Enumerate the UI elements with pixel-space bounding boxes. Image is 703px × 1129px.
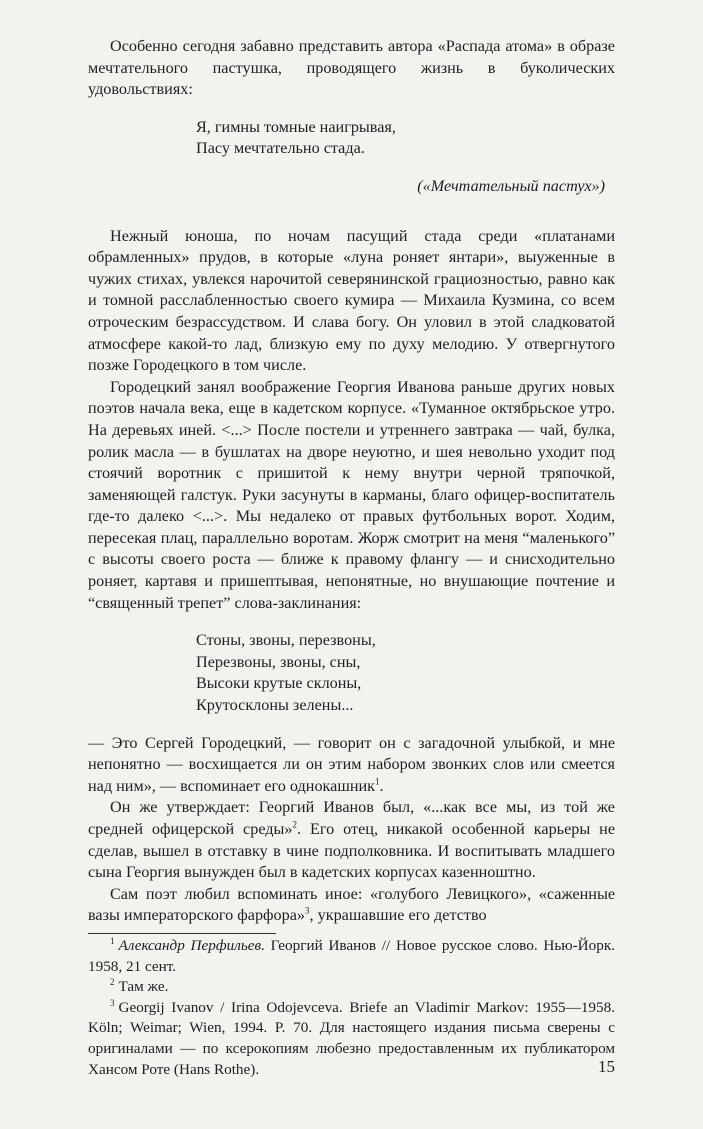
footnote-2 [88,977,615,998]
footnote-3 [88,998,615,1080]
poem-line: Высоки крутые склоны, [196,674,362,693]
paragraph-6-text-a: Сам поэт любил вспоминать иное: «голубого Левицкого», «саженные вазы императорского фарфора» [88,884,615,925]
footnote-number: 3 [110,997,115,1008]
poem-excerpt-1 [88,117,615,160]
footnote-1 [88,936,615,977]
paragraph-5-text-a: Он же утверждает: Георгий Иванов был, «...как все мы, из той же средней офицерской среды» [88,798,615,838]
footnotes-section [88,936,615,1080]
paragraph-4 [88,733,615,798]
footnote-ref-1[interactable]: 1 [375,776,380,787]
footnote-text: Георгий Иванов // Новое русское слово. Нью-Йорк. 1958, 21 сент. [88,936,616,975]
paragraph-4-text: — Это Сергей Городецкий, — говорит он с загадочной улыбкой, и мне непонятно — восхищается ли он этим набором звонких слов или смеется над ним», — вспоминает его однокашник [88,733,615,795]
paragraph-5-text-b: . Его отец, никакой особенной карьеры не сделав, вышел в отставку в чине подполковника. И воспитывать младшего сына Георгия вынужден был в кадетских корпусах казенноштно. [88,820,616,882]
footnote-ref-2[interactable]: 2 [292,819,297,830]
poem-line: Крутосклоны зелены... [196,696,354,715]
poem-caption: («Мечтательный пастух») [417,176,605,195]
footnote-number: 1 [110,935,115,946]
paragraph-3: Городецкий занял воображение Георгия Иванова раньше других новых поэтов начала века, еще в кадетском корпусе. «Туманное октябрьское утро. На деревьях иней. <...> После постели и утреннего завтрака — чай, булка, ролик масла — в бушлатах на дворе неуютно, и шея невольно уходит под стоячий воротник с пришитой к нему внутри черной тряпочкой, заменяющей галстук. Руки засунуты в карманы, благо офицер-воспитатель где-то далеко <...>. Мы недалеко от правых футбольных ворот. Ходим, пересекая плац, параллельно воротам. Жорж смотрит на меня “маленького” с высоты своего роста — ближе к правому флангу — и снисходительно роняет, картавя и пришептывая, непонятные, но внушающие почтение и “священный трепет” слова-заклинания: [88,377,615,612]
paragraph-6 [88,884,615,927]
paragraph-2: Нежный юноша, по ночам пасущий стада среди «платанами обрамленных» прудов, в которые «луна роняет янтари», выуженные в чужих стихах, увлекся нарочитой северянинской грациозностью, равно как и томной расслабленностью своего кумира — Михаила Кузмина, со всем отроческим безрассудством. И слава богу. Он уловил в этой сладковатой атмосфере какой-то лад, близкую ему по духу мелодию. У отвергнутого позже Городецкого в том числе. [88,226,615,375]
poem-line: Я, гимны томные наигрывая, [196,117,396,136]
poem-line: Перезвоны, звоны, сны, [196,652,361,671]
footnote-text: Там же. [118,978,169,996]
page-number: 15 [598,1057,615,1076]
paragraph-6-text-b: , украшавшие его детство [309,906,487,925]
footnote-author: Александр Перфильев. [118,936,265,954]
footnote-ref-3[interactable]: 3 [305,905,310,916]
poem-excerpt-2 [88,630,615,716]
paragraph-5 [88,797,615,883]
poem-line: Пасу мечтательно стада. [196,139,365,158]
poem-line: Стоны, звоны, перезвоны, [196,631,376,650]
footnote-number: 2 [110,977,115,988]
footnote-text: Georgij Ivanov / Irina Odojevceva. Briefe an Vladimir Markov: 1955—1958. Köln; Weimar; Wien, 1994. P. 70. Для настоящего издания письма сверены с оригиналами — по ксерокопиям любезно предоставленным их публикатором Хансом Роте (Hans Rothe). [88,998,615,1078]
paragraph-1: Особенно сегодня забавно представить автора «Распада атома» в образе мечтательного пастушка, проводящего жизнь в буколических удовольствиях: [88,37,615,99]
paragraph-4-end: . [379,776,384,795]
